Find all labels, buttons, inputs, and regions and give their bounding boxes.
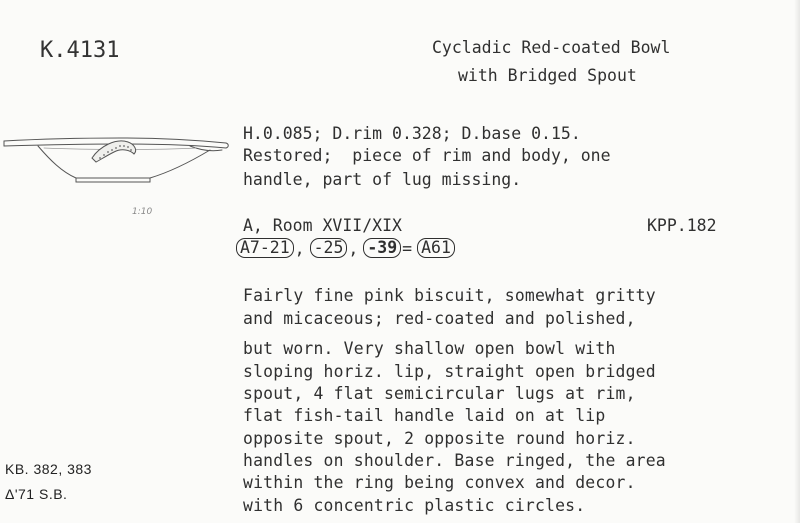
bowl-profile-drawing [0,110,232,190]
dimensions-text: H.0.085; D.rim 0.328; D.base 0.15. [243,124,581,143]
drawing-scale-note: 1:10 [132,207,153,217]
description-line: and micaceous; red-coated and polished, [243,309,636,328]
context-equals: = [402,238,413,258]
context-separator: , [348,238,359,258]
description-line: within the ring being convex and decor. [243,473,636,492]
description-line: opposite spout, 2 opposite round horiz. [243,429,636,448]
condition-line-2: handle, part of lug missing. [243,170,522,189]
object-title-line-2: with Bridged Spout [458,66,637,85]
catalog-number: K.4131 [40,38,120,63]
context-box-2: -25 [310,238,348,258]
bibliography-reference-2: Δ'71 S.B. [5,486,68,502]
context-numbers-row [236,236,455,260]
description-line: Fairly fine pink biscuit, somewhat gritty [243,286,656,305]
description-line: handles on shoulder. Base ringed, the area [243,451,666,470]
bibliography-reference-1: KB. 382, 383 [5,461,92,477]
card-edge-shadow [794,0,800,523]
description-line: sloping horiz. lip, straight open bridged [243,362,656,381]
context-separator: , [294,238,305,258]
description-line: with 6 concentric plastic circles. [243,496,586,515]
context-box-3: -39 [363,238,401,258]
description-line: spout, 4 flat semicircular lugs at rim, [243,384,636,403]
context-box-4: A61 [417,238,455,258]
findspot-text: A, Room XVII/XIX [243,216,402,235]
context-box-1: A7-21 [236,238,294,258]
description-line: but worn. Very shallow open bowl with [243,339,616,358]
kpp-reference: KPP.182 [647,216,717,235]
object-title-line-1: Cycladic Red-coated Bowl [432,38,671,57]
condition-line-1: Restored; piece of rim and body, one [243,146,611,165]
description-line: flat fish-tail handle laid on at lip [243,406,606,425]
